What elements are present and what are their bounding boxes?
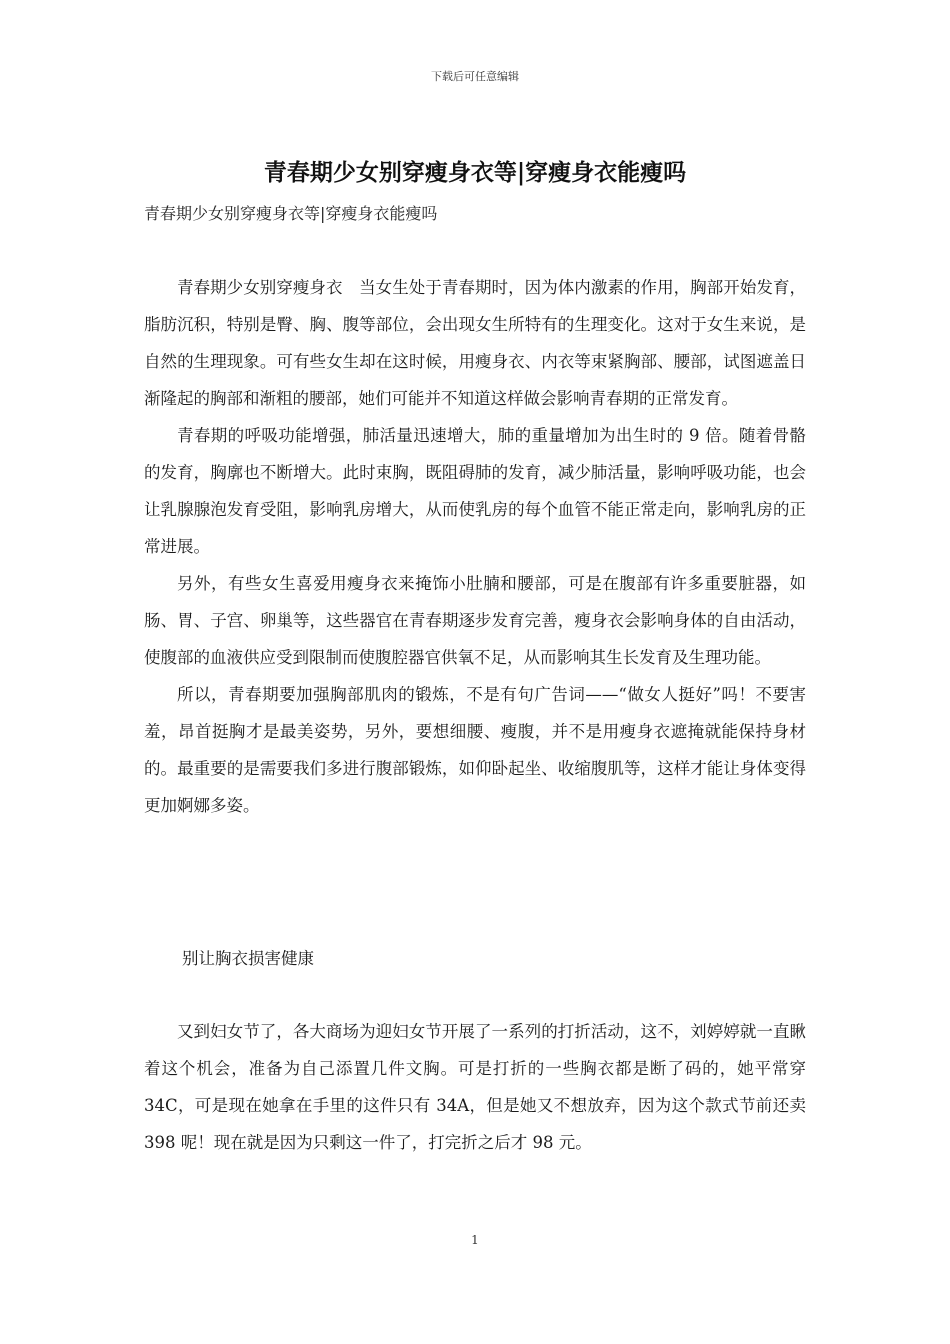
paragraph-3: 另外，有些女生喜爱用瘦身衣来掩饰小肚腩和腰部，可是在腹部有许多重要脏器，如肠、胃、子宫、卵巢等，这些器官在青春期逐步发育完善，瘦身衣会影响身体的自由活动，使腹部的血液供应受到限制而使腹腔器官供氧不足，从而影响其生长发育及生理功能。 [144,574,806,667]
header-note: 下载后可任意编辑 [431,70,519,83]
paragraph-4: 所以，青春期要加强胸部肌肉的锻炼，不是有句广告词——“做女人挺好”吗！不要害羞，昂首挺胸才是最美姿势，另外，要想细腰、瘦腹，并不是用瘦身衣遮掩就能保持身材的。最重要的是需要我们多进行腹部锻炼，如仰卧起坐、收缩腹肌等，这样才能让身体变得更加婀娜多姿。 [144,685,806,815]
article-body-continued [144,1013,806,1161]
paragraph-2: 青春期的呼吸功能增强，肺活量迅速增大，肺的重量增加为出生时的 9 倍。随着骨骼的发育，胸廓也不断增大。此时束胸，既阻碍肺的发育，减少肺活量，影响呼吸功能，也会让乳腺腺泡发育受阻，影响乳房增大，从而使乳房的每个血管不能正常走向，影响乳房的正常进展。 [144,426,806,556]
page-number: 1 [471,1233,479,1247]
document-title: 青春期少女别穿瘦身衣等|穿瘦身衣能瘦吗 [263,159,687,186]
paragraph-5: 又到妇女节了，各大商场为迎妇女节开展了一系列的打折活动，这不，刘婷婷就一直瞅着这个机会，准备为自己添置几件文胸。可是打折的一些胸衣都是断了码的，她平常穿 34C，可是现在她拿在手里的这件只有 34A，但是她又不想放弃，因为这个款式节前还卖 398 呢！现在就是因为只剩这一件了，打完折之后才 98 元。 [144,1022,806,1152]
document-subtitle: 青春期少女别穿瘦身衣等|穿瘦身衣能瘦吗 [144,204,438,223]
section-heading: 别让胸衣损害健康 [182,949,314,968]
paragraph-1: 青春期少女别穿瘦身衣 当女生处于青春期时，因为体内激素的作用，胸部开始发育，脂肪沉积，特别是臀、胸、腹等部位，会出现女生所特有的生理变化。这对于女生来说，是自然的生理现象。可有些女生却在这时候，用瘦身衣、内衣等束紧胸部、腰部，试图遮盖日渐隆起的胸部和渐粗的腰部，她们可能并不知道这样做会影响青春期的正常发育。 [144,278,806,408]
article-body [144,269,806,824]
